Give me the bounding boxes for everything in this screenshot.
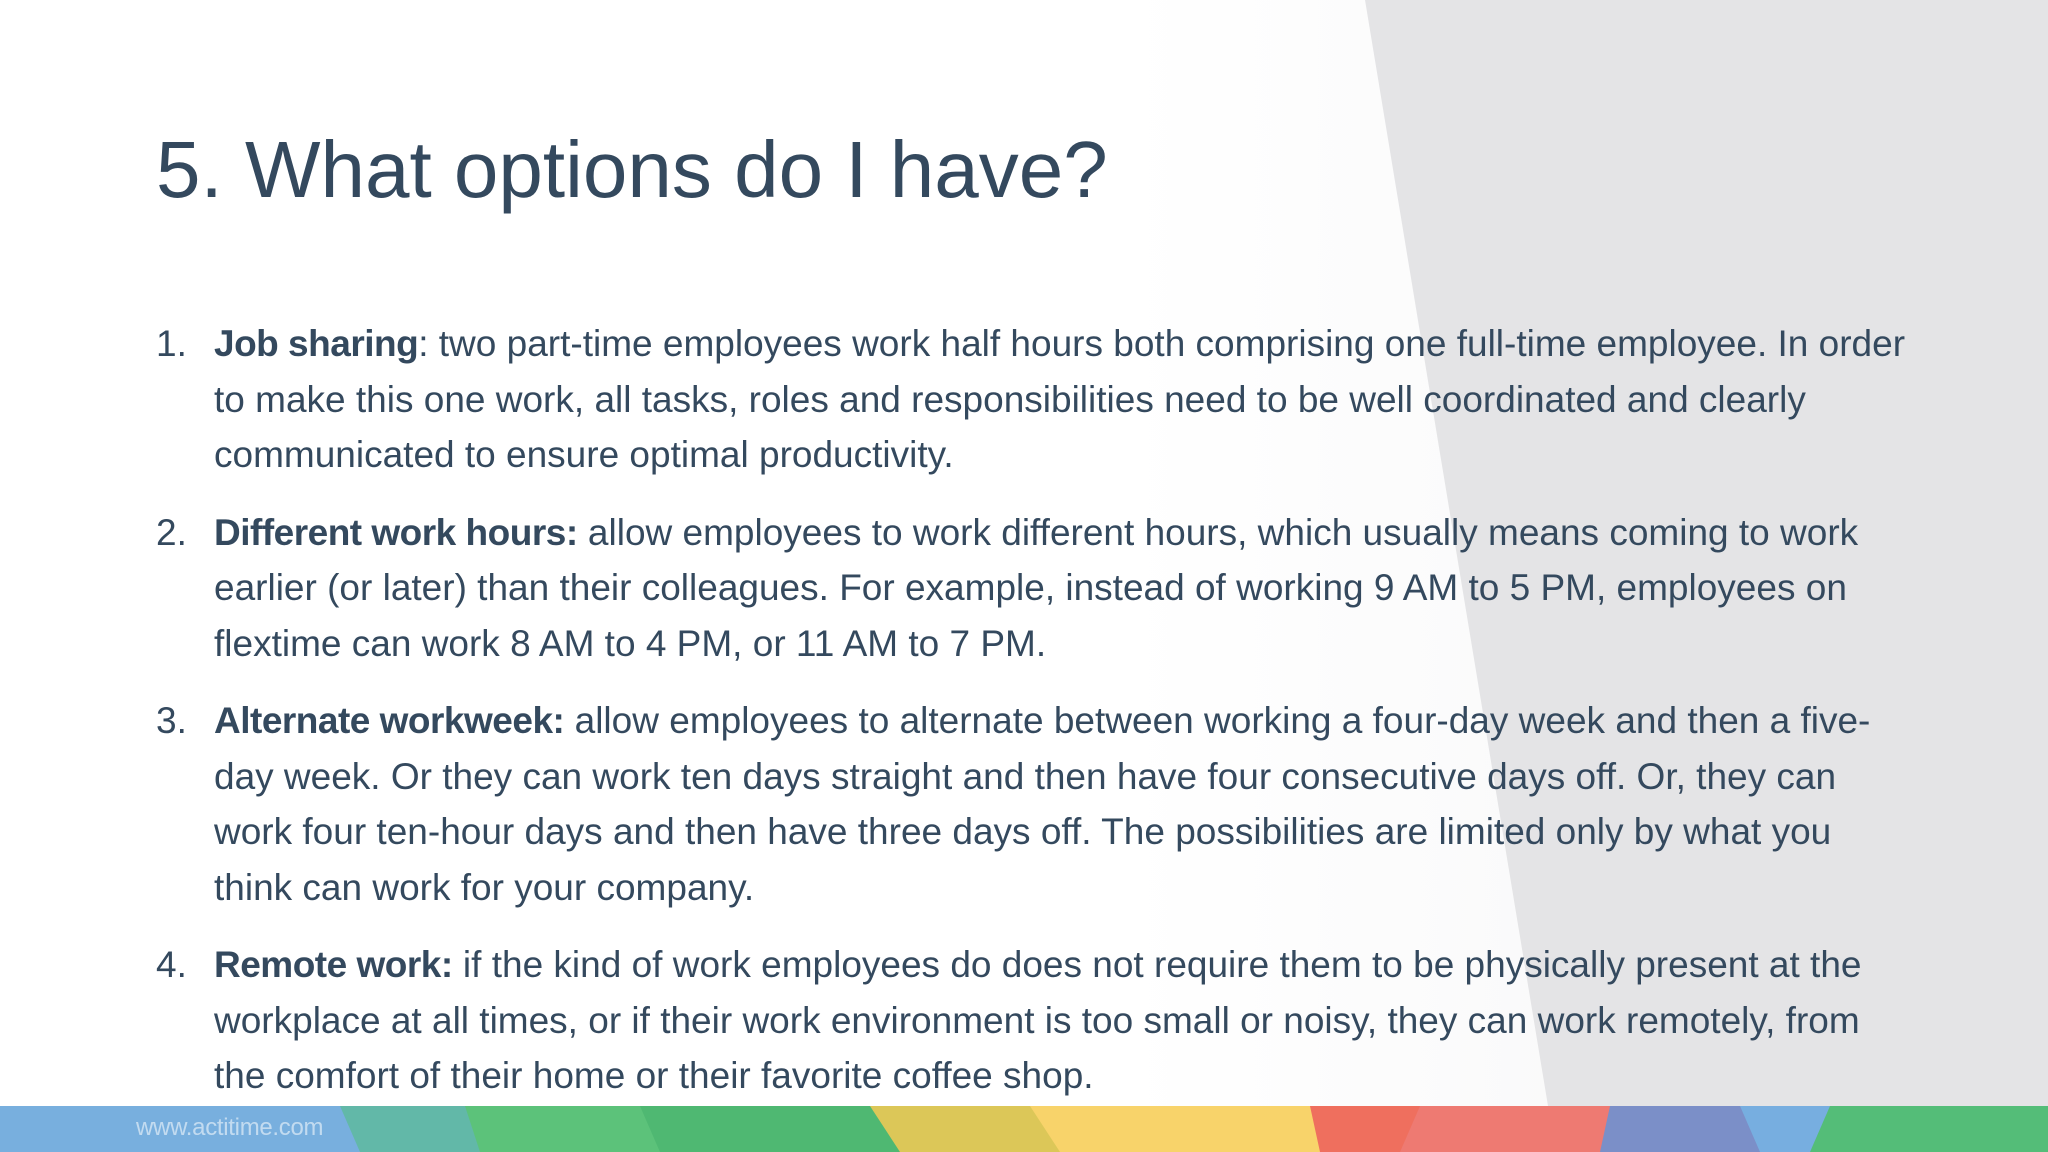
option-description: allow employees to alternate between working a four-day week and then a five-day week. Or they can work ten days straight and then have four consecutive days off. Or, they can work four ten-hour days and then have three days off. The possibilities are limited only by what you think can work for your company. <box>214 700 1871 908</box>
options-list <box>156 316 1916 1126</box>
list-item-job-sharing <box>156 316 1916 483</box>
list-number: 2. <box>156 511 187 553</box>
footer-url: www.actitime.com <box>136 1114 324 1141</box>
list-number: 3. <box>156 700 187 741</box>
list-item-remote-work <box>156 937 1916 1104</box>
option-description: if the kind of work employees do does not require them to be physically present at the workplace at all times, or if their work environment is too small or noisy, they can work remotely, from the comfort of their home or their favorite coffee shop. <box>214 944 1862 1096</box>
slide-title: 5. What options do I have? <box>156 125 1108 214</box>
option-term: Remote work: <box>214 944 453 985</box>
option-description: : two part-time employees work half hours both comprising one full-time employee. In order to make this one work, all tasks, roles and responsibilities need to be well coordinated and clearly communicated to ensure optimal productivity. <box>214 323 1906 475</box>
option-term: Job sharing <box>214 323 419 364</box>
option-term: Alternate workweek: <box>214 700 565 741</box>
option-description: allow employees to work different hours, which usually means coming to work earlier (or later) than their colleagues. For example, instead of working 9 AM to 5 PM, employees on flextime can work 8 AM to 4 PM, or 11 AM to 7 PM. <box>214 511 1859 664</box>
list-number: 1. <box>156 323 187 364</box>
list-number: 4. <box>156 944 187 985</box>
option-term: Different work hours: <box>214 511 578 553</box>
list-item-alternate-workweek <box>156 693 1916 915</box>
list-item-different-work-hours <box>156 505 1916 672</box>
